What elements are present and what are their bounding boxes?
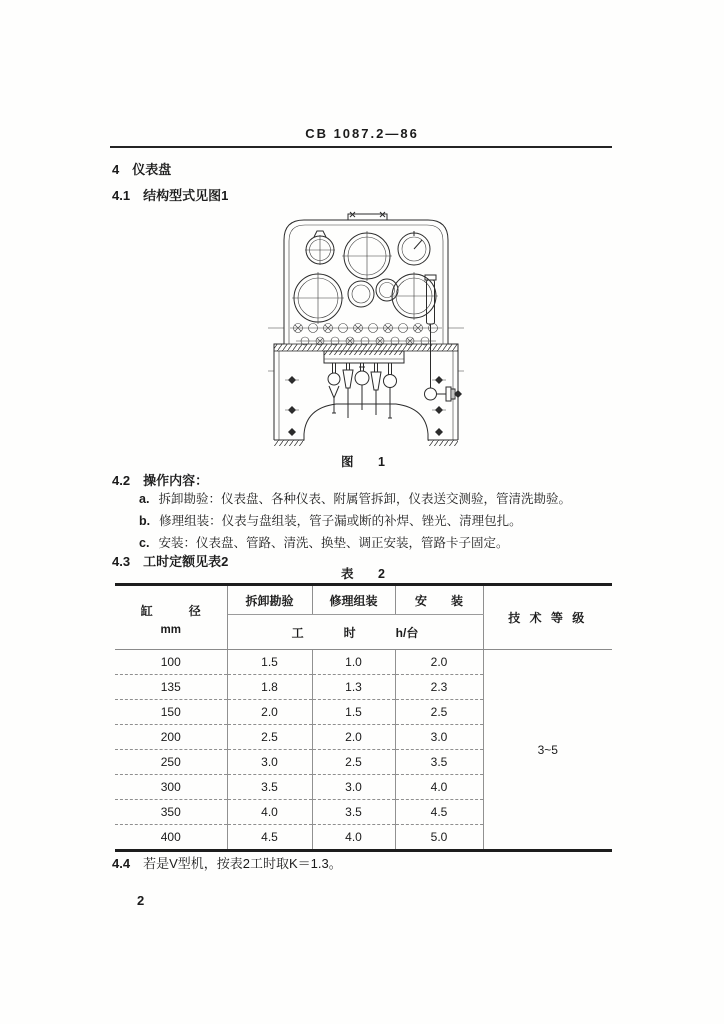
cell-hours: 3.0: [395, 725, 483, 750]
cell-diameter: 400: [115, 825, 227, 851]
cell-hours: 1.0: [312, 650, 395, 675]
column-header-install: 安 装: [395, 585, 483, 615]
worktime-quota-table: [115, 583, 612, 852]
cell-hours: 2.0: [312, 725, 395, 750]
section-4-2-heading: [112, 470, 208, 489]
cell-diameter: 200: [115, 725, 227, 750]
operation-item-a: [139, 489, 571, 507]
section-title: 结构型式见图1: [143, 188, 229, 203]
section-4-1-heading: [112, 185, 228, 204]
diameter-header-label: 缸 径: [140, 603, 201, 618]
item-text: 修理组装：仪表与盘组装，管子漏或断的补焊、锉光、清理包扎。: [159, 514, 522, 528]
section-title: 仪表盘: [132, 162, 172, 177]
item-text: 拆卸勘验：仪表盘、各种仪表、附属管拆卸，仪表送交测验，管清洗勘验。: [158, 492, 571, 506]
cell-diameter: 135: [115, 675, 227, 700]
page-number: 2: [137, 893, 145, 908]
cell-diameter: 300: [115, 775, 227, 800]
section-number: 4: [112, 162, 120, 177]
cell-hours: 4.5: [395, 800, 483, 825]
standard-code-header: CB 1087.2—86: [305, 126, 419, 141]
subheader-worktime: [227, 615, 483, 650]
cell-hours: 2.3: [395, 675, 483, 700]
cell-hours: 2.0: [227, 700, 312, 725]
cell-hours: 1.5: [227, 650, 312, 675]
cell-hours: 3.5: [227, 775, 312, 800]
column-header-dismantle: 拆卸勘验: [227, 585, 312, 615]
cell-hours: 2.5: [395, 700, 483, 725]
subheader-part: h/台: [395, 625, 419, 640]
table-header-row-1: [115, 585, 612, 615]
cell-hours: 4.0: [227, 800, 312, 825]
section-number: 4.1: [112, 188, 131, 203]
cell-hours: 1.5: [312, 700, 395, 725]
section-number: 4.3: [112, 554, 131, 569]
cell-diameter: 150: [115, 700, 227, 725]
column-header-tech-grade: 技 术 等 级: [483, 585, 612, 650]
section-number: 4.4: [112, 856, 131, 871]
cell-hours: 5.0: [395, 825, 483, 851]
operation-item-c: [139, 533, 508, 551]
operation-item-b: [139, 511, 522, 529]
section-4-4-note: [112, 853, 342, 872]
item-label: c.: [139, 536, 150, 550]
section-title: 操作内容：: [143, 473, 209, 488]
section-title: 工时定额见表2: [143, 554, 229, 569]
diameter-unit-label: mm: [160, 623, 181, 636]
cell-hours: 3.5: [395, 750, 483, 775]
cell-hours: 3.0: [227, 750, 312, 775]
section-number: 4.2: [112, 473, 131, 488]
cell-hours: 2.5: [312, 750, 395, 775]
cell-hours: 1.8: [227, 675, 312, 700]
figure-1: [268, 210, 464, 456]
note-text: 若是V型机，按表2工时取K＝1.3。: [143, 856, 342, 871]
cell-hours: 2.0: [395, 650, 483, 675]
worktime-table-body: [115, 650, 612, 851]
cell-hours: 2.5: [227, 725, 312, 750]
cell-hours: 1.3: [312, 675, 395, 700]
cell-diameter: 350: [115, 800, 227, 825]
item-label: b.: [139, 514, 151, 528]
cell-hours: 4.5: [227, 825, 312, 851]
cell-hours: 3.0: [312, 775, 395, 800]
header-divider: [110, 146, 612, 148]
cell-diameter: 100: [115, 650, 227, 675]
cell-hours: 4.0: [312, 825, 395, 851]
instrument-panel-drawing: [268, 210, 464, 456]
cell-hours: 4.0: [395, 775, 483, 800]
section-4-3-heading: [112, 551, 228, 570]
subheader-part: 时: [343, 625, 356, 640]
column-header-repair: 修理组装: [312, 585, 395, 615]
column-header-diameter: [115, 585, 227, 650]
table-2-caption: 表 2: [341, 567, 391, 581]
item-label: a.: [139, 492, 150, 506]
cell-hours: 3.5: [312, 800, 395, 825]
cell-tech-grade: 3~5: [537, 742, 558, 757]
table-row: [115, 650, 612, 675]
cell-diameter: 250: [115, 750, 227, 775]
subheader-part: 工: [291, 625, 304, 640]
figure-1-caption: 图 1: [341, 455, 391, 469]
item-text: 安装：仪表盘、管路、清洗、换垫、调正安装，管路卡子固定。: [158, 536, 509, 550]
section-4-heading: [112, 159, 171, 178]
